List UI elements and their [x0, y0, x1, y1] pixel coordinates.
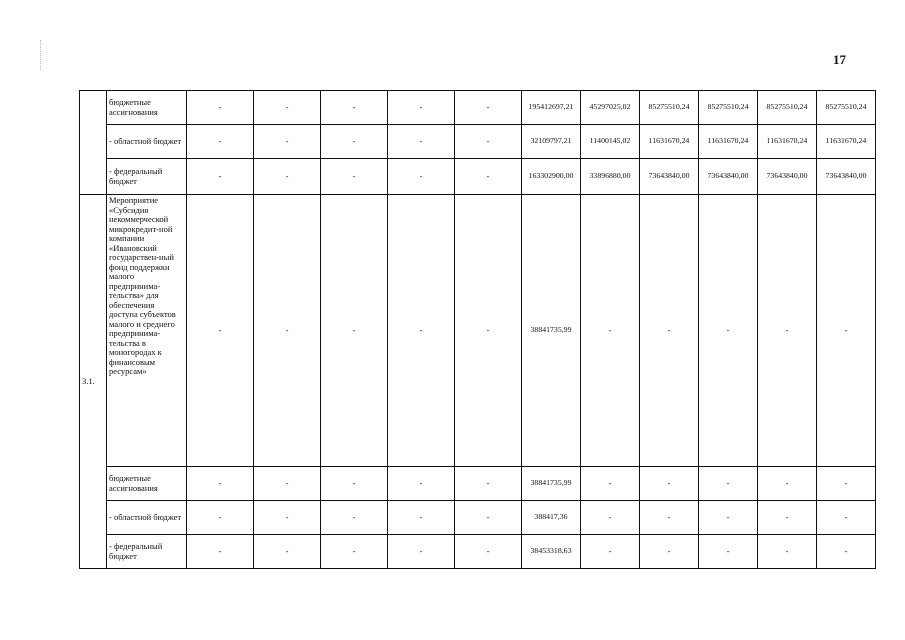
value-cell: 85275510,24	[699, 91, 758, 125]
measure-name: Мероприятие «Субсидия некоммерческой микрокредит-ной компании «Ивановский государствен-ный фонд поддержки малого предпринима-тельства» для обеспечения доступа субъектов малого и среднего предпринима-тельства в моногородах к финансовым ресурсам»	[107, 195, 187, 467]
table-row	[80, 467, 876, 501]
table-row	[80, 501, 876, 535]
total-cell: 38453318,63	[522, 535, 581, 569]
year-cell: -	[254, 195, 321, 467]
total-cell: 38841735,99	[522, 467, 581, 501]
value-cell: 11631670,24	[640, 125, 699, 159]
year-cell: -	[254, 501, 321, 535]
row-name: бюджетные ассигнования	[107, 91, 187, 125]
value-cell: -	[817, 501, 876, 535]
table-row	[80, 125, 876, 159]
value-cell: -	[581, 467, 640, 501]
table-row	[80, 91, 876, 125]
value-cell: -	[758, 195, 817, 467]
value-cell: -	[581, 501, 640, 535]
value-cell: 11400145,02	[581, 125, 640, 159]
table-row	[80, 195, 876, 467]
year-cell: -	[187, 467, 254, 501]
value-cell: 73643840,00	[640, 159, 699, 195]
year-cell: -	[187, 125, 254, 159]
value-cell: 85275510,24	[758, 91, 817, 125]
year-cell: -	[321, 535, 388, 569]
value-cell: -	[699, 467, 758, 501]
year-cell: -	[254, 467, 321, 501]
year-cell: -	[321, 91, 388, 125]
year-cell: -	[388, 535, 455, 569]
year-cell: -	[321, 159, 388, 195]
value-cell: -	[581, 535, 640, 569]
value-cell: 33896880,00	[581, 159, 640, 195]
value-cell: -	[758, 501, 817, 535]
year-cell: -	[187, 195, 254, 467]
table-row	[80, 159, 876, 195]
value-cell: -	[581, 195, 640, 467]
year-cell: -	[388, 125, 455, 159]
table-row	[80, 535, 876, 569]
year-cell: -	[321, 467, 388, 501]
value-cell: 85275510,24	[640, 91, 699, 125]
year-cell: -	[455, 501, 522, 535]
value-cell: 73643840,00	[817, 159, 876, 195]
value-cell: -	[758, 467, 817, 501]
row-name: - федеральный бюджет	[107, 535, 187, 569]
total-cell: 38841735,99	[522, 195, 581, 467]
row-name: - областной бюджет	[107, 125, 187, 159]
value-cell: -	[640, 535, 699, 569]
total-cell: 163302900,00	[522, 159, 581, 195]
budget-table	[79, 90, 876, 569]
value-cell: 85275510,24	[817, 91, 876, 125]
value-cell: 73643840,00	[758, 159, 817, 195]
year-cell: -	[254, 159, 321, 195]
value-cell: -	[640, 195, 699, 467]
value-cell: -	[699, 535, 758, 569]
year-cell: -	[254, 535, 321, 569]
value-cell: -	[758, 535, 817, 569]
page-number: 17	[833, 52, 846, 67]
value-cell: -	[640, 467, 699, 501]
value-cell: 11631670,24	[699, 125, 758, 159]
year-cell: -	[187, 91, 254, 125]
year-cell: -	[254, 125, 321, 159]
year-cell: -	[455, 159, 522, 195]
year-cell: -	[388, 195, 455, 467]
row-number	[80, 91, 107, 195]
value-cell: -	[817, 467, 876, 501]
year-cell: -	[321, 125, 388, 159]
row-name: - областной бюджет	[107, 501, 187, 535]
year-cell: -	[455, 125, 522, 159]
value-cell: 73643840,00	[699, 159, 758, 195]
year-cell: -	[388, 91, 455, 125]
year-cell: -	[254, 91, 321, 125]
value-cell: -	[699, 501, 758, 535]
value-cell: -	[817, 535, 876, 569]
year-cell: -	[187, 535, 254, 569]
year-cell: -	[388, 501, 455, 535]
total-cell: 32109797,21	[522, 125, 581, 159]
year-cell: -	[455, 195, 522, 467]
row-name: бюджетные ассигнования	[107, 467, 187, 501]
year-cell: -	[321, 195, 388, 467]
value-cell: -	[699, 195, 758, 467]
year-cell: -	[455, 467, 522, 501]
year-cell: -	[455, 535, 522, 569]
value-cell: -	[817, 195, 876, 467]
year-cell: -	[187, 159, 254, 195]
value-cell: 11631670,24	[758, 125, 817, 159]
year-cell: -	[187, 501, 254, 535]
scan-artifact	[40, 40, 42, 70]
year-cell: -	[388, 467, 455, 501]
row-number: 3.1.	[80, 195, 107, 569]
year-cell: -	[388, 159, 455, 195]
total-cell: 195412697,21	[522, 91, 581, 125]
row-name: - федеральный бюджет	[107, 159, 187, 195]
value-cell: 45297025,02	[581, 91, 640, 125]
year-cell: -	[455, 91, 522, 125]
value-cell: 11631670,24	[817, 125, 876, 159]
value-cell: -	[640, 501, 699, 535]
year-cell: -	[321, 501, 388, 535]
total-cell: 388417,36	[522, 501, 581, 535]
